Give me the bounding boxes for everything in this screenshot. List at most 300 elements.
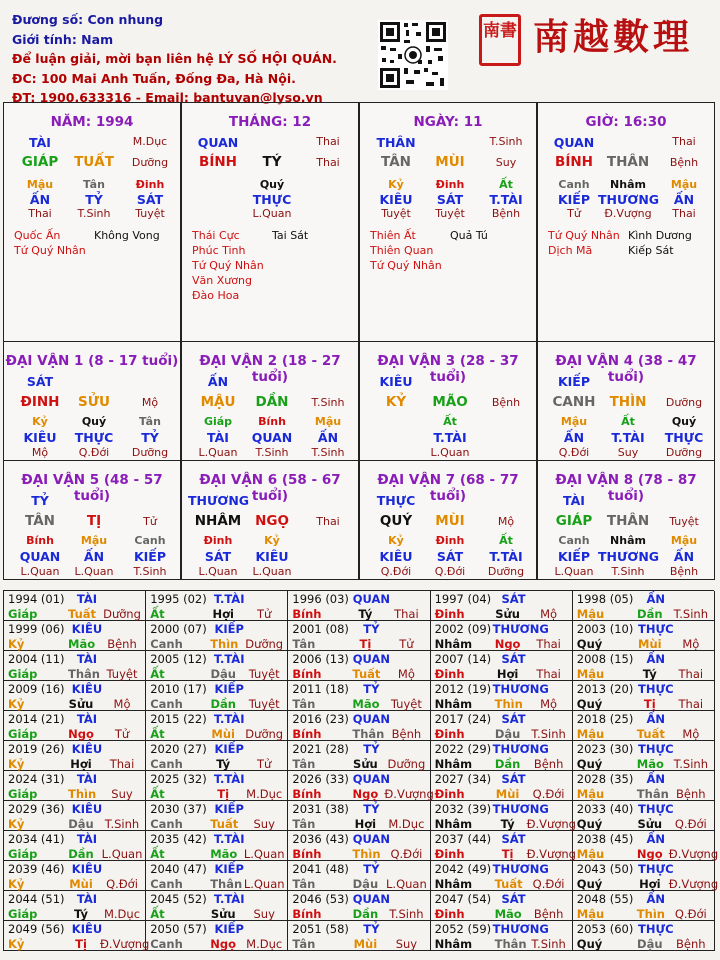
star-right: Kiếp Sát [628, 244, 674, 257]
year-cell[interactable] [146, 801, 288, 831]
year-cell[interactable] [288, 711, 430, 741]
year-ten-god: QUAN [352, 832, 391, 846]
year-stem: Giáp [8, 907, 38, 921]
year-stem: Nhâm [434, 937, 473, 951]
hidden-ten-god: KIẾP [557, 549, 591, 564]
year-branch: Thìn [210, 637, 239, 651]
year-label: 2032 (39) [434, 802, 492, 816]
hidden-stage: Dưỡng [131, 446, 169, 459]
year-stage: Mộ [397, 667, 415, 681]
year-stem: Đinh [434, 907, 465, 921]
year-cell[interactable] [146, 591, 288, 621]
year-ten-god: KIÊU [71, 922, 103, 936]
year-stage: Tuyệt [106, 667, 138, 681]
year-stem: Tân [292, 877, 316, 891]
year-label: 2023 (30) [576, 742, 634, 756]
year-label: 1999 (06) [8, 622, 65, 636]
year-cell[interactable] [4, 621, 146, 651]
year-stage: Tuyệt [248, 667, 280, 681]
year-ten-god: KIÊU [71, 682, 103, 696]
year-stem: Ất [150, 907, 165, 921]
dai-van-box [359, 341, 537, 461]
year-ten-god: THỰC [638, 922, 674, 936]
hidden-ten-god: THỰC [252, 192, 292, 207]
hidden-stage: Đ.Vượng [604, 207, 652, 220]
hidden-stem: Đinh [435, 178, 465, 191]
year-stem: Giáp [8, 787, 38, 801]
year-stage: Tử [399, 637, 414, 651]
hidden-ten-god: T.TÀI [489, 549, 523, 564]
dia-chi: THÌN [609, 394, 647, 410]
year-stem: Quý [576, 637, 603, 651]
year-label: 2015 (22) [150, 712, 207, 726]
hidden-stem: Mậu [26, 178, 54, 191]
hidden-stem: Mậu [670, 534, 698, 547]
year-ten-god: ẤN [646, 772, 666, 786]
thap-than: THÂN [376, 135, 416, 150]
year-ten-god: THỰC [638, 622, 674, 636]
year-label: 2025 (32) [150, 772, 207, 786]
year-label: 2012 (19) [434, 682, 492, 696]
year-label: 2030 (37) [150, 802, 207, 816]
year-stage: Đ.Vượng [668, 847, 719, 861]
year-cell[interactable] [431, 621, 573, 651]
hidden-ten-god: SÁT [204, 549, 232, 564]
year-cell[interactable] [431, 801, 576, 831]
year-branch: Mùi [495, 787, 520, 801]
year-label: 1995 (02) [150, 592, 207, 606]
year-ten-god: QUAN [352, 652, 391, 666]
hidden-stem: Canh [134, 534, 166, 547]
year-cell[interactable] [573, 591, 715, 621]
dia-chi: THÂN [606, 513, 650, 529]
year-stage: Q.Đới [532, 787, 565, 801]
year-label: 2037 (44) [434, 832, 492, 846]
year-label: 2001 (08) [292, 622, 349, 636]
star-left: Thiên Quan [370, 244, 434, 257]
year-cell[interactable] [4, 891, 146, 921]
year-ten-god: THỰC [638, 802, 674, 816]
hidden-stage: Q.Đới [434, 565, 466, 578]
year-stage: Bệnh [676, 787, 706, 801]
year-cell[interactable] [431, 771, 573, 801]
year-label: 2045 (52) [150, 892, 207, 906]
year-stem: Quý [576, 757, 603, 771]
star-left: Tứ Quý Nhân [548, 229, 620, 242]
year-stage: Đ.Vượng [100, 937, 150, 951]
year-cell[interactable] [288, 801, 430, 831]
year-branch: Tý [500, 817, 515, 831]
year-stage: T.Sinh [673, 757, 708, 771]
thien-can: KỶ [385, 394, 407, 410]
year-stem: Nhâm [434, 817, 473, 831]
year-label: 2009 (16) [8, 682, 65, 696]
year-label: 2002 (09) [434, 622, 492, 636]
year-ten-god: T.TÀI [213, 652, 245, 666]
year-ten-god: ẤN [646, 652, 666, 666]
year-cell[interactable] [288, 621, 430, 651]
year-cell[interactable] [431, 651, 573, 681]
hidden-stage: T.Sinh [77, 207, 111, 220]
year-cell[interactable] [146, 771, 288, 801]
year-cell[interactable] [288, 591, 430, 621]
year-label: 2022 (29) [434, 742, 492, 756]
year-branch: Thìn [352, 847, 381, 861]
year-stem: Ất [150, 847, 165, 861]
hidden-ten-god: KIẾP [133, 549, 167, 564]
year-ten-god: TỶ [363, 742, 380, 756]
year-ten-god: ẤN [646, 892, 666, 906]
year-label: 2000 (07) [150, 622, 207, 636]
hidden-ten-god: ẤN [673, 549, 695, 564]
hidden-ten-god: KIÊU [23, 430, 57, 445]
year-label: 2052 (59) [434, 922, 492, 936]
year-branch: Hợi [212, 607, 234, 621]
year-cell[interactable] [288, 921, 430, 951]
year-stage: Dưỡng [245, 727, 284, 741]
hidden-ten-god: KIÊU [379, 549, 413, 564]
year-label: 2010 (17) [150, 682, 207, 696]
year-stage: Bệnh [391, 727, 422, 741]
year-cell[interactable] [4, 921, 150, 951]
star-right: Không Vong [94, 229, 160, 242]
thap-than: THỰC [376, 493, 416, 508]
thien-can: ĐINH [20, 394, 60, 410]
year-cell[interactable] [573, 921, 715, 951]
truong-sinh: Mộ [497, 515, 515, 528]
year-cell[interactable] [4, 741, 146, 771]
year-cell[interactable] [431, 921, 573, 951]
year-stem: Tân [292, 937, 316, 951]
year-branch: Mão [352, 697, 380, 711]
year-cell[interactable] [4, 591, 146, 621]
hidden-ten-god: TỶ [85, 192, 103, 207]
year-ten-god: TÀI [76, 592, 98, 606]
contact-line: Để luận giải, mời bạn liên hệ LÝ SỐ HỘI QUÁN. [12, 51, 337, 66]
year-stem: Quý [576, 817, 603, 831]
year-cell[interactable] [288, 771, 434, 801]
chart-header [12, 10, 337, 108]
year-cell[interactable] [146, 621, 288, 651]
hidden-stage: Bệnh [491, 207, 521, 220]
hidden-stem: Mậu [560, 415, 588, 428]
year-cell[interactable] [4, 831, 146, 861]
year-stage: Bệnh [107, 637, 137, 651]
year-cell[interactable] [4, 681, 146, 711]
thap-than: QUAN [553, 135, 595, 150]
dia-chi: MÃO [432, 394, 468, 410]
year-branch: Sửu [68, 697, 94, 711]
year-ten-god: TÀI [76, 772, 98, 786]
year-branch: Thìn [494, 697, 523, 711]
year-branch: Sửu [637, 817, 663, 831]
thien-can: GIÁP [555, 513, 593, 529]
year-branch: Thân [352, 727, 385, 741]
year-stage: L.Quan [243, 877, 285, 891]
star-left: Văn Xương [192, 274, 252, 287]
yearly-grid [3, 590, 719, 951]
year-cell[interactable] [288, 831, 430, 861]
year-branch: Tuất [636, 727, 665, 741]
year-cell[interactable] [146, 741, 288, 771]
hidden-ten-god: SÁT [436, 192, 464, 207]
year-cell[interactable] [431, 891, 573, 921]
year-cell[interactable] [4, 861, 146, 891]
hidden-ten-god: QUAN [19, 549, 61, 564]
dai-van-box [359, 460, 537, 580]
year-branch: Dần [494, 757, 521, 771]
thap-than: THƯƠNG [188, 493, 250, 508]
year-cell[interactable] [146, 831, 288, 861]
year-label: 2008 (15) [576, 652, 634, 666]
year-stage: Đ.Vượng [526, 847, 576, 861]
star-left: Dịch Mã [548, 244, 593, 257]
year-ten-god: TỶ [363, 622, 380, 636]
truong-sinh-chi: Bệnh [669, 156, 699, 169]
year-stem: Giáp [8, 727, 38, 741]
hidden-stem: Kỷ [264, 534, 280, 547]
year-label: 2050 (57) [150, 922, 207, 936]
hidden-stage: T.Sinh [133, 565, 167, 578]
star-left: Quốc Ấn [14, 229, 61, 242]
year-cell[interactable] [4, 801, 146, 831]
year-stem: Tân [292, 817, 316, 831]
year-label: 2033 (40) [576, 802, 634, 816]
year-cell[interactable] [573, 741, 715, 771]
year-stage: Suy [253, 907, 275, 921]
hidden-ten-god: ẤN [317, 430, 339, 445]
year-ten-god: KIÊU [71, 862, 103, 876]
year-stage: Thai [109, 757, 135, 771]
year-label: 2040 (47) [150, 862, 207, 876]
year-cell[interactable] [573, 801, 715, 831]
year-stage: Q.Đới [674, 907, 707, 921]
hidden-ten-god: SÁT [136, 192, 164, 207]
pillar-title: THÁNG: 12 [228, 114, 312, 130]
hidden-stem: Nhâm [610, 178, 646, 191]
year-stem: Bính [292, 847, 322, 861]
year-stem: Tân [292, 697, 316, 711]
dia-chi: MÙI [435, 154, 465, 170]
year-stage: M.Dục [103, 907, 141, 921]
year-branch: Hợi [70, 757, 92, 771]
year-cell[interactable] [288, 891, 430, 921]
year-cell[interactable] [146, 711, 288, 741]
gender: Giới tính: Nam [12, 31, 114, 47]
year-stage: Mộ [540, 607, 558, 621]
hidden-stage: Suy [617, 446, 639, 459]
hidden-stage: Bệnh [669, 565, 699, 578]
year-stem: Đinh [434, 607, 465, 621]
year-branch: Dậu [352, 877, 379, 891]
year-stem: Quý [576, 877, 603, 891]
year-cell[interactable] [431, 711, 573, 741]
year-branch: Ngọ [636, 847, 663, 861]
year-branch: Tị [501, 847, 514, 861]
dai-van-title: ĐẠI VẬN 5 (48 - 57 tuổi) [21, 472, 163, 504]
year-label: 2044 (51) [8, 892, 65, 906]
hidden-stage: T.Sinh [611, 565, 645, 578]
hidden-stage: L.Quan [554, 565, 594, 578]
year-cell[interactable] [4, 771, 146, 801]
year-stage: L.Quan [386, 877, 427, 891]
hidden-stage: Thai [672, 207, 696, 220]
year-cell[interactable] [573, 861, 719, 891]
year-ten-god: KIẾP [214, 922, 244, 936]
thien-can: BÍNH [555, 154, 593, 170]
year-cell[interactable] [573, 681, 715, 711]
year-cell[interactable] [431, 831, 576, 861]
year-ten-god: THỰC [638, 862, 674, 876]
year-branch: Thìn [636, 907, 665, 921]
hidden-stem: Canh [558, 534, 590, 547]
hidden-ten-god: ẤN [83, 549, 105, 564]
year-cell[interactable] [431, 591, 573, 621]
year-stage: Đ.Vượng [668, 877, 719, 891]
year-label: 2038 (45) [576, 832, 634, 846]
year-cell[interactable] [573, 771, 715, 801]
year-stem: Canh [150, 637, 183, 651]
hidden-stage: L.Quan [252, 565, 292, 578]
year-label: 2003 (10) [576, 622, 634, 636]
hidden-ten-god: KIÊU [255, 549, 289, 564]
year-ten-god: TÀI [76, 652, 98, 666]
dai-van-title: ĐẠI VẬN 6 (58 - 67 tuổi) [199, 472, 341, 504]
year-stem: Mậu [576, 607, 605, 621]
year-branch: Ngọ [352, 787, 379, 801]
year-cell[interactable] [431, 861, 573, 891]
hidden-ten-god: KIÊU [379, 192, 413, 207]
year-stem: Nhâm [434, 637, 473, 651]
year-cell[interactable] [573, 891, 715, 921]
truong-sinh-chi: Thai [316, 156, 340, 169]
hidden-stage: Q.Đới [558, 446, 590, 459]
hidden-stage: L.Quan [430, 446, 470, 459]
year-cell[interactable] [4, 651, 146, 681]
year-ten-god: THƯƠNG [492, 622, 549, 636]
year-label: 2031 (38) [292, 802, 349, 816]
year-branch: Thân [636, 787, 669, 801]
thien-can: BÍNH [199, 154, 237, 170]
year-cell[interactable] [146, 861, 288, 891]
year-stem: Giáp [8, 667, 38, 681]
star-right: Quả Tú [450, 229, 488, 242]
year-branch: Thân [494, 937, 527, 951]
year-cell[interactable] [288, 681, 430, 711]
year-cell[interactable] [431, 741, 573, 771]
star-left: Tứ Quý Nhân [370, 259, 442, 272]
year-cell[interactable] [288, 861, 430, 891]
year-cell[interactable] [146, 651, 288, 681]
year-stem: Kỷ [8, 637, 25, 651]
year-cell[interactable] [573, 711, 715, 741]
year-label: 2029 (36) [8, 802, 65, 816]
year-branch: Dậu [210, 667, 236, 681]
year-ten-god: TỶ [363, 802, 380, 816]
year-cell[interactable] [146, 891, 288, 921]
year-stage: Tuyệt [248, 697, 280, 711]
year-ten-god: THƯƠNG [492, 862, 549, 876]
year-cell[interactable] [573, 621, 715, 651]
year-branch: Tý [642, 667, 657, 681]
phone-email-line: ĐT: 1900.633316 - Email: bantuvan@lyso.vn [12, 90, 323, 105]
year-cell[interactable] [146, 681, 288, 711]
year-stage: T.Sinh [673, 607, 708, 621]
hidden-ten-god: ẤN [563, 430, 585, 445]
pillar-box [181, 102, 359, 342]
year-branch: Thân [68, 667, 100, 681]
year-branch: Sửu [495, 607, 520, 621]
year-ten-god: ẤN [646, 832, 666, 846]
year-branch: Tý [74, 907, 88, 921]
hidden-stage: Tử [567, 207, 581, 220]
hidden-stem: Ất [621, 415, 635, 428]
year-branch: Mùi [211, 727, 235, 741]
year-branch: Tuất [352, 667, 381, 681]
year-stage: T.Sinh [531, 937, 566, 951]
thien-can: NHÂM [194, 513, 242, 529]
hidden-stem: Nhâm [610, 534, 646, 547]
brand-logo: 南越數理 [533, 16, 694, 58]
year-label: 2019 (26) [8, 742, 65, 756]
year-stage: Q.Đới [674, 817, 707, 831]
truong-sinh: Dưỡng [665, 396, 703, 409]
year-cell[interactable] [431, 681, 573, 711]
year-label: 2017 (24) [434, 712, 492, 726]
dia-chi: THÂN [606, 154, 650, 170]
star-left: Thiên Ất [370, 229, 416, 242]
hidden-stage: Thai [28, 207, 52, 220]
pillar-box [3, 102, 181, 342]
truong-sinh-can: T.Sinh [489, 135, 523, 148]
year-cell[interactable] [288, 741, 430, 771]
year-ten-god: THƯƠNG [492, 682, 549, 696]
truong-sinh-can: M.Dục [132, 135, 168, 148]
year-cell[interactable] [4, 711, 146, 741]
year-stem: Nhâm [434, 757, 473, 771]
year-label: 2043 (50) [576, 862, 634, 876]
truong-sinh: Mộ [141, 396, 159, 409]
star-right: Tai Sát [272, 229, 309, 242]
year-branch: Dậu [68, 817, 94, 831]
year-ten-god: THƯƠNG [492, 742, 549, 756]
dai-van-box [181, 460, 359, 580]
year-label: 2014 (21) [8, 712, 65, 726]
year-ten-god: KIẾP [214, 742, 244, 756]
year-cell[interactable] [146, 921, 288, 951]
year-stage: Tử [114, 727, 130, 741]
year-ten-god: TỶ [363, 922, 380, 936]
year-stem: Bính [292, 787, 322, 801]
year-cell[interactable] [573, 831, 719, 861]
year-ten-god: THỰC [638, 682, 674, 696]
year-ten-god: KIẾP [214, 682, 244, 696]
year-label: 2048 (55) [576, 892, 634, 906]
year-branch: Mùi [638, 637, 662, 651]
year-ten-god: KIÊU [71, 802, 103, 816]
year-label: 2028 (35) [576, 772, 634, 786]
year-ten-god: TỶ [363, 862, 380, 876]
year-stem: Bính [292, 907, 322, 921]
year-cell[interactable] [288, 651, 430, 681]
year-cell[interactable] [573, 651, 715, 681]
year-branch: Tuất [210, 817, 239, 831]
year-stem: Quý [576, 937, 603, 951]
year-branch: Thân [210, 877, 243, 891]
year-branch: Dậu [637, 937, 663, 951]
qr-code-icon[interactable] [378, 20, 448, 90]
hidden-stage: L.Quan [198, 565, 238, 578]
